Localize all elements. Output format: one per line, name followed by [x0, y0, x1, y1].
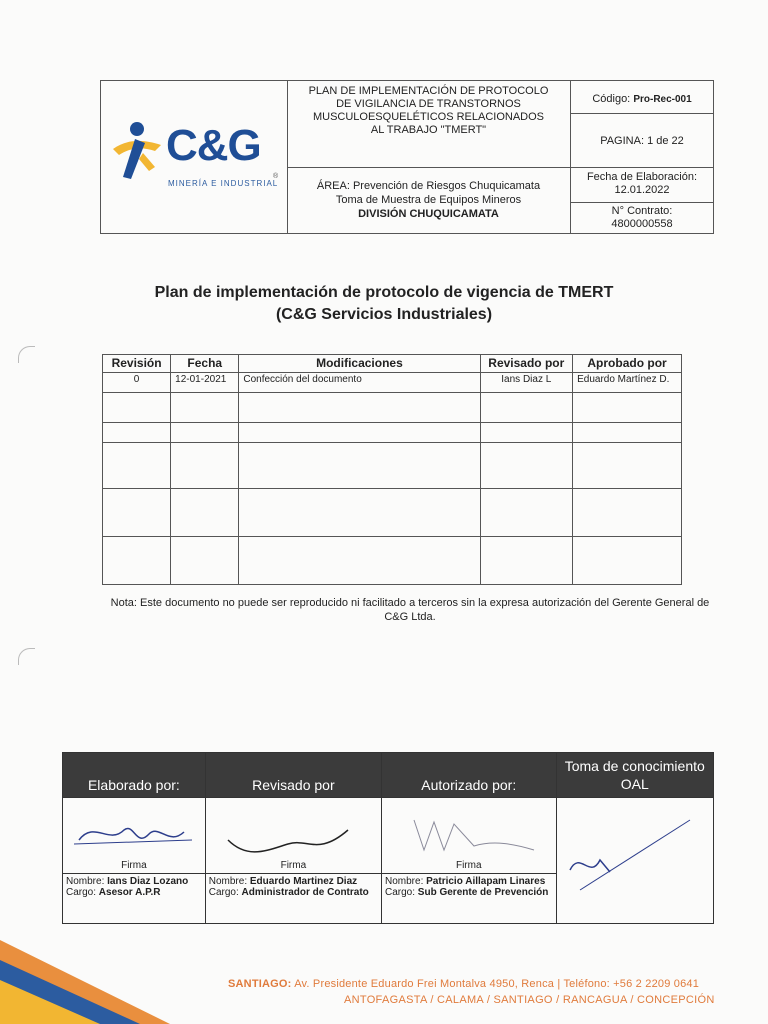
plan-title: PLAN DE IMPLEMENTACIÓN DE PROTOCOLO DE VIGILANCIA DE TRANSTORNOS MUSCULOESQUELÉTICOS RELACIONADOS AL TRABAJO "TMERT"	[308, 85, 549, 136]
page-number: PAGINA: 1 de 22	[600, 135, 684, 147]
header-toma-conocimiento: Toma de conocimiento OAL	[556, 753, 714, 798]
table-row	[103, 393, 682, 423]
signature-drawing	[560, 800, 700, 900]
elaboration-date: Fecha de Elaboración: 12.01.2022	[586, 171, 698, 196]
col-header-revisado: Revisado por	[480, 355, 573, 373]
document-header: C&G MINERÍA E INDUSTRIAL ® PLAN DE IMPLEMENTACIÓN DE PROTOCOLO DE VIGILANCIA DE TRANSTORNOS MUSCULOESQUELÉTICOS RELACIONADOS AL TRABAJO "TMERT" ÁREA: Prevención de Riesgos Chuquicamata Toma de Muestra de Equipos Mineros DIVISIÓN CHUQUICAMATA Código: Pro-Rec-001 PAGINA: 1 de 22 Fecha de Elaboración: 12.01.2022 N° Contrato: 4800000558	[100, 80, 714, 234]
signature-table	[62, 752, 714, 924]
signer-2-details: Nombre: Eduardo Martinez Diaz Cargo: Administrador de Contrato	[205, 874, 381, 924]
header-revisado: Revisado por	[205, 753, 381, 798]
main-subtitle: (C&G Servicios Industriales)	[275, 306, 493, 323]
table-row	[103, 537, 682, 585]
signature-cell-3: Firma	[382, 798, 557, 874]
contract-number: N° Contrato: 4800000558	[611, 205, 673, 230]
signer-3-details: Nombre: Patricio Aillapam Linares Cargo: Sub Gerente de Prevención	[382, 874, 557, 924]
area-info: ÁREA: Prevención de Riesgos Chuquicamata Toma de Muestra de Equipos Mineros DIVISIÓN CHUQUICAMATA	[316, 180, 541, 220]
document-code: Código: Pro-Rec-001	[592, 93, 692, 105]
col-header-revision: Revisión	[103, 355, 171, 373]
main-title: Plan de implementación de protocolo de vigencia de TMERT	[154, 284, 614, 301]
footer-address: SANTIAGO: Av. Presidente Eduardo Frei Montalva 4950, Renca | Teléfono: +56 2 2209 0641	[228, 978, 700, 990]
company-subtitle: MINERÍA E INDUSTRIAL	[168, 179, 279, 188]
table-row	[103, 423, 682, 443]
signature-drawing	[218, 810, 368, 860]
table-row	[103, 443, 682, 489]
table-row	[103, 489, 682, 537]
col-header-modificaciones: Modificaciones	[239, 355, 480, 373]
col-header-aprobado: Aprobado por	[573, 355, 682, 373]
signature-drawing	[74, 810, 194, 860]
col-header-fecha: Fecha	[171, 355, 239, 373]
footer-cities: ANTOFAGASTA / CALAMA / SANTIAGO / RANCAGUA / CONCEPCIÓN	[344, 994, 715, 1006]
signature-cell-1: Firma	[63, 798, 206, 874]
company-name: C&G	[166, 121, 261, 170]
signer-1-details: Nombre: Ians Diaz Lozano Cargo: Asesor A.P.R	[63, 874, 206, 924]
signature-cell-2: Firma	[205, 798, 381, 874]
company-logo-icon	[109, 121, 167, 183]
footer-decoration-icon	[0, 940, 170, 1024]
revision-table	[102, 354, 682, 585]
note-text: Nota: Este documento no puede ser reproducido ni facilitado a terceros sin la expresa autorización del Gerente General de C&G Ltda.	[110, 597, 710, 623]
table-row: 0 12-01-2021 Confección del documento Ians Diaz L Eduardo Martínez D.	[103, 373, 682, 393]
signature-drawing	[394, 810, 544, 860]
header-elaborado: Elaborado por:	[63, 753, 206, 798]
signature-cell-4	[556, 798, 714, 924]
header-autorizado: Autorizado por:	[382, 753, 557, 798]
